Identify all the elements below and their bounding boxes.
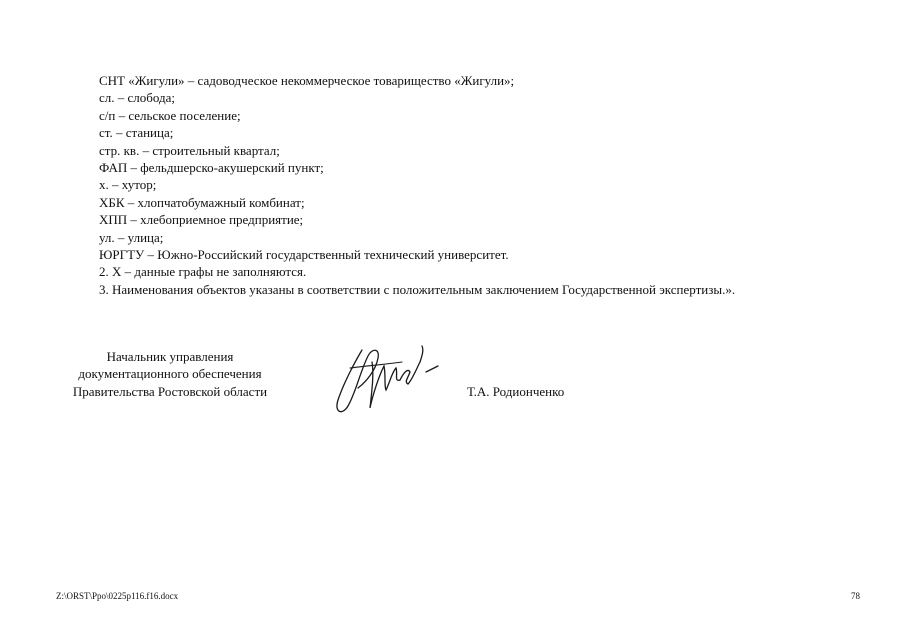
signer-name: Т.А. Родионченко — [467, 384, 565, 399]
abbreviation-item: СНТ «Жигули» – садоводческое некоммерческое товарищество «Жигули»; — [99, 73, 515, 88]
page-number: 78 — [851, 591, 860, 601]
abbreviation-item: сл. – слобода; — [99, 90, 176, 106]
abbreviation-item: ХБК – хлопчатобумажный комбинат; — [99, 194, 305, 210]
abbreviation-item: ЮРГТУ – Южно-Российский государственный технический университет. — [99, 247, 509, 263]
handwritten-signature — [332, 342, 444, 420]
footer-file-path: Z:\ORST\Ppo\0225p116.f16.docx — [56, 591, 179, 601]
abbreviation-item: ФАП – фельдшерско-акушерский пункт; — [99, 160, 324, 176]
position-line: документационного обеспечения — [78, 366, 262, 382]
signatory-position — [40, 348, 300, 400]
abbreviation-item: стр. кв. – строительный квартал; — [99, 142, 280, 158]
abbreviation-item: с/п – сельское поселение; — [99, 107, 241, 123]
position-line: Начальник управления — [106, 349, 234, 364]
note-item: 3. Наименования объектов указаны в соответствии с положительным заключением Государственной экспертизы.». — [99, 281, 736, 297]
abbreviation-list — [99, 72, 859, 298]
note-item: 2. Х – данные графы не заполняются. — [99, 264, 307, 280]
abbreviation-item: х. – хутор; — [99, 177, 157, 193]
abbreviation-item: ХПП – хлебоприемное предприятие; — [99, 212, 304, 228]
abbreviation-item: ст. – станица; — [99, 125, 174, 141]
abbreviation-item: ул. – улица; — [99, 229, 164, 245]
position-line: Правительства Ростовской области — [72, 383, 268, 399]
